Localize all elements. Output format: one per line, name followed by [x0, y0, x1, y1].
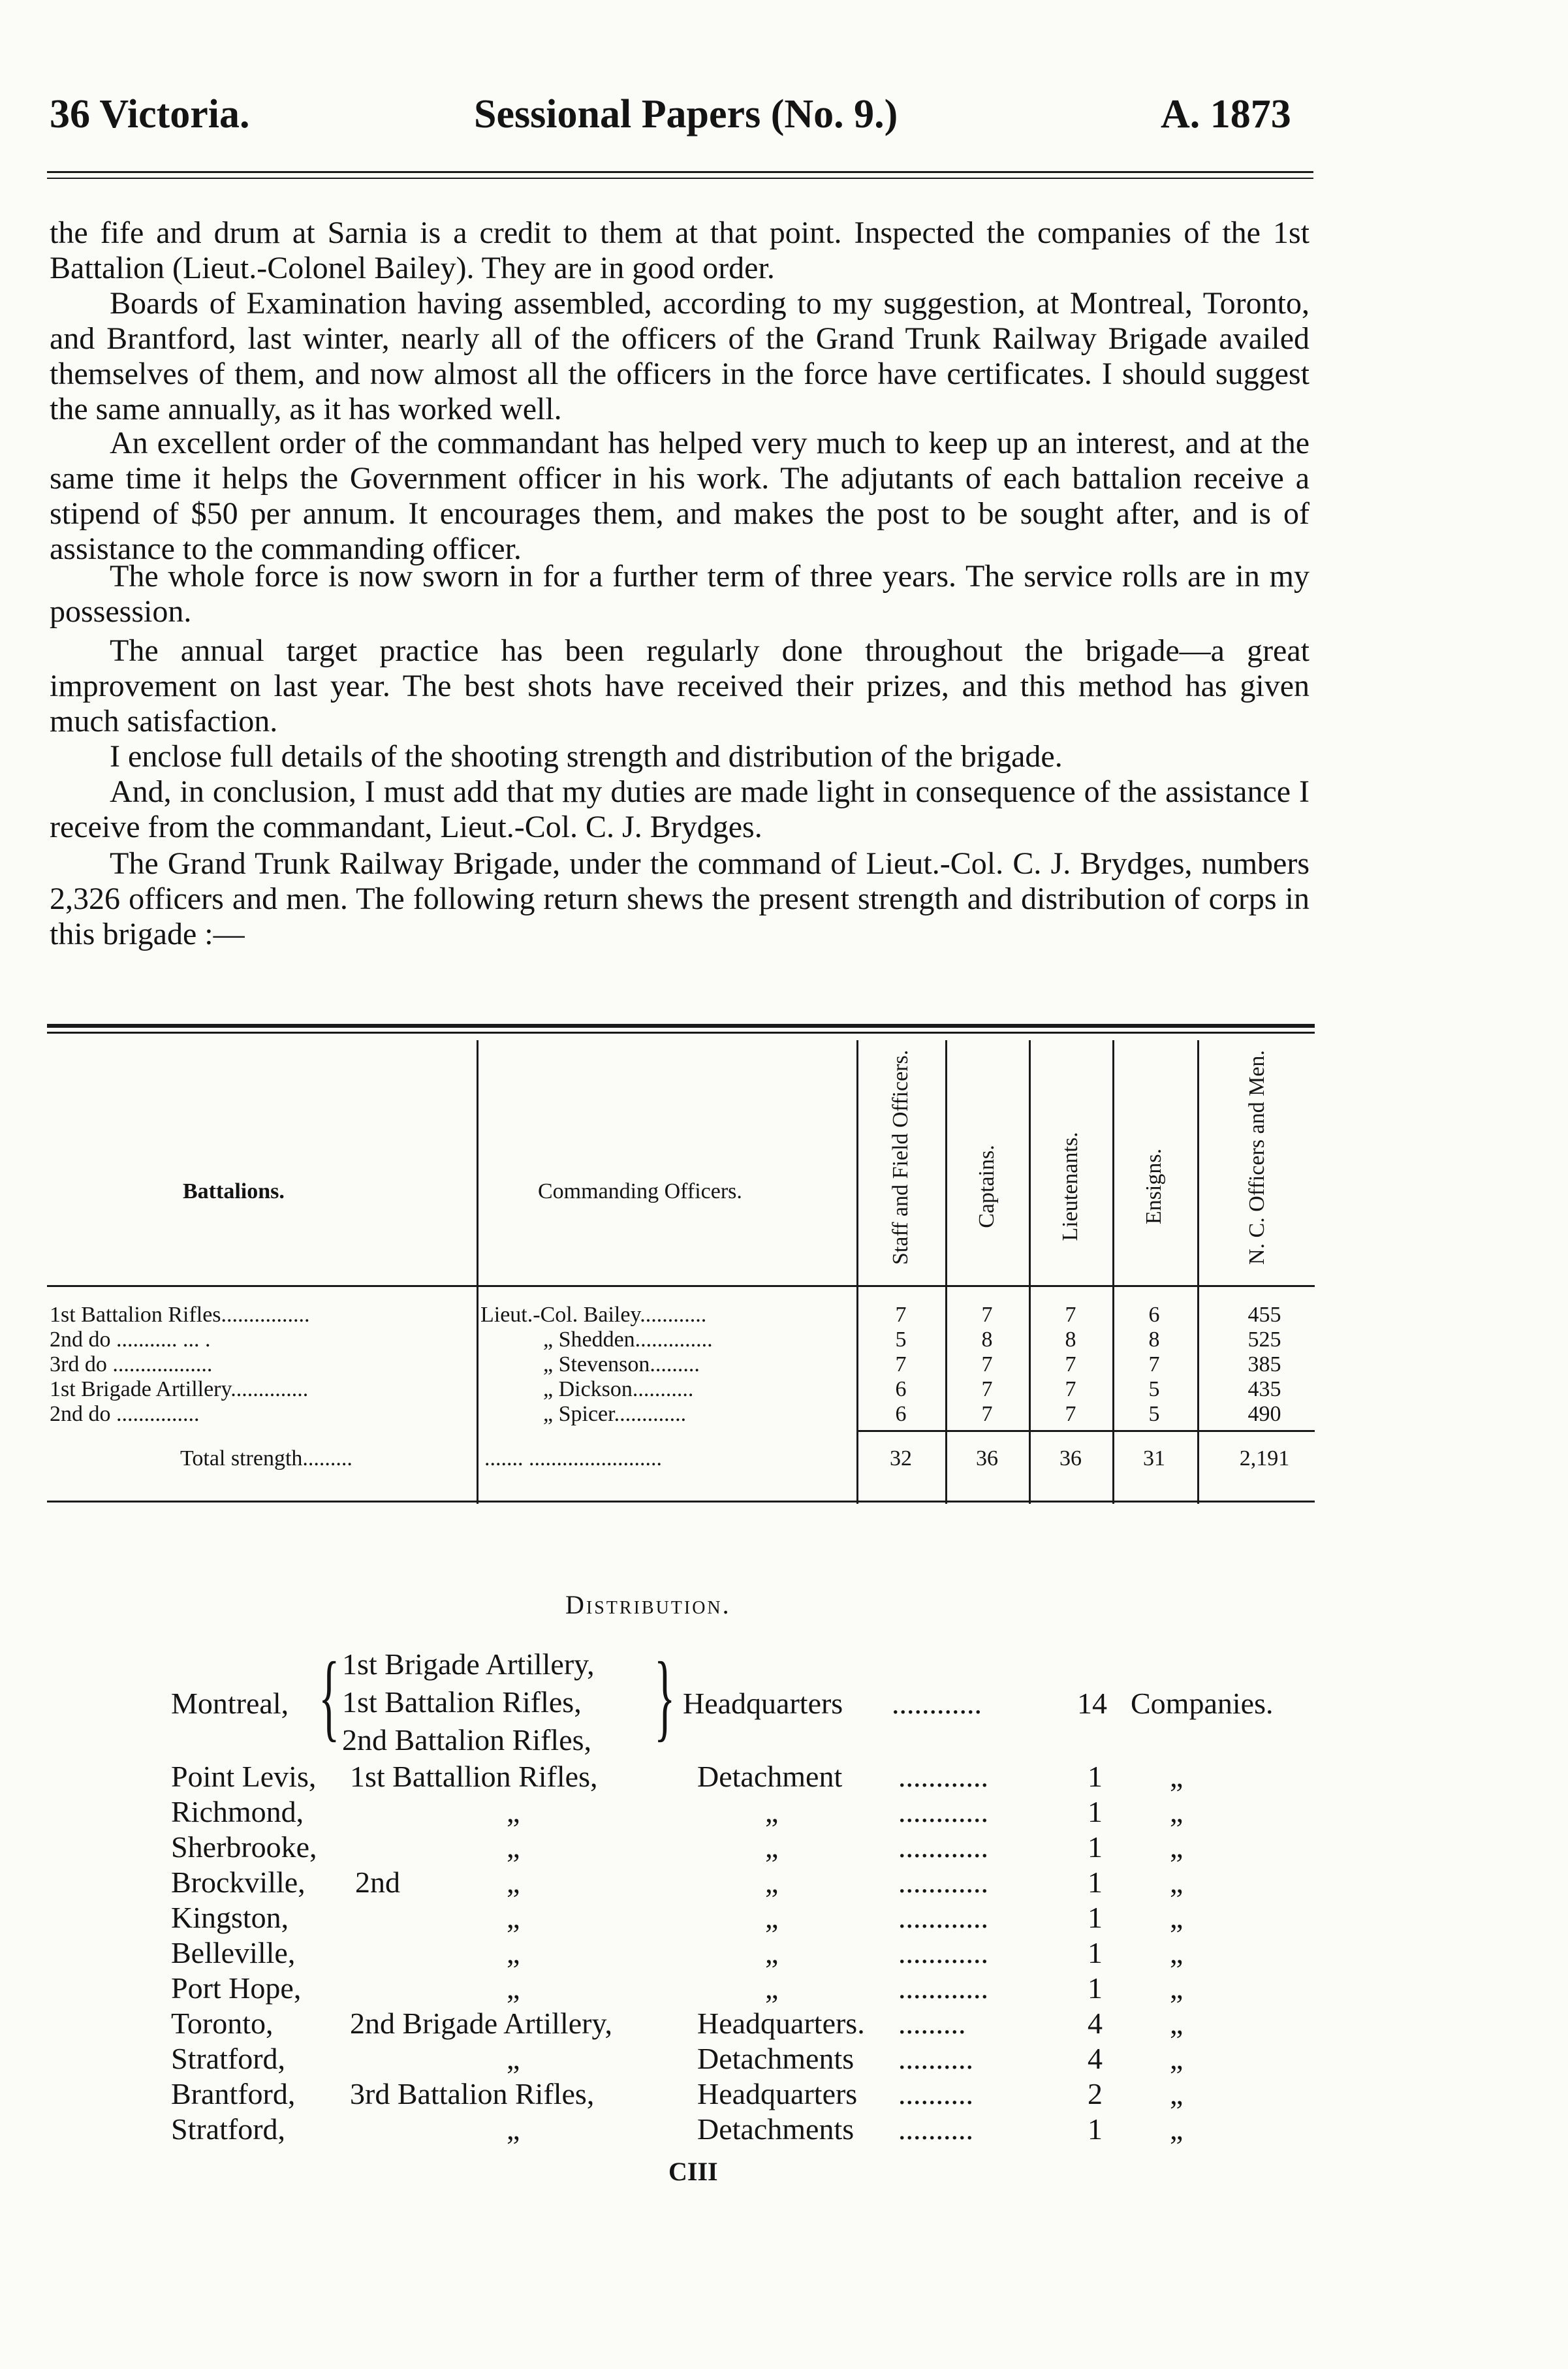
- table-header-rule: [47, 1285, 1315, 1287]
- captains-cell: 7: [981, 1303, 993, 1327]
- staff-cell: 6: [895, 1402, 907, 1426]
- total-captains: 36: [976, 1446, 998, 1471]
- total-nco: 2,191: [1239, 1446, 1290, 1471]
- dist-count: 2: [1088, 2077, 1103, 2110]
- officer-cell: „ Spicer.............: [543, 1402, 687, 1426]
- dist-type: „: [765, 1971, 779, 2005]
- dist-unit: „: [1170, 2112, 1184, 2146]
- col-battalions: Battalions.: [183, 1179, 285, 1203]
- lieutenants-cell: 7: [1065, 1402, 1076, 1426]
- dist-corps: „: [507, 1936, 520, 1969]
- nco-cell: 385: [1247, 1352, 1281, 1376]
- ensigns-cell: 5: [1148, 1377, 1160, 1401]
- dist-unit: „: [1170, 1760, 1184, 1793]
- dist-type: „: [765, 1936, 779, 1969]
- total-ensigns: 31: [1143, 1446, 1165, 1471]
- dist-place: Richmond,: [171, 1795, 304, 1828]
- paragraph: An excellent order of the commandant has helped very much to keep up an interest, and at the same time it helps the Government officer in his work. The adjutants of each battalion receive a stipend of $50 per annum. It encourages them, and makes the post to be sought after, and is of assistance to the commanding officer.: [50, 426, 1309, 566]
- dist-unit: „: [1170, 1936, 1184, 1969]
- montreal-type: Headquarters: [683, 1687, 843, 1720]
- staff-cell: 7: [895, 1352, 907, 1376]
- captains-cell: 7: [981, 1402, 993, 1426]
- lieutenants-cell: 7: [1065, 1303, 1076, 1327]
- strength-table: [47, 1024, 1315, 1507]
- dist-count: 4: [1088, 2007, 1103, 2040]
- dist-place: Toronto,: [171, 2007, 274, 2040]
- header-rule-2: [47, 178, 1313, 179]
- ensigns-cell: 5: [1148, 1402, 1160, 1426]
- dist-corps: „: [507, 1901, 520, 1934]
- dist-place: Port Hope,: [171, 1971, 302, 2005]
- total-staff: 32: [890, 1446, 912, 1471]
- dist-dots: ............: [898, 1866, 988, 1899]
- montreal-right-brace: }: [654, 1642, 676, 1751]
- paragraph: And, in conclusion, I must add that my duties are made light in consequence of the assistance I receive from the commandant, Lieut.-Col. C. J. Brydges.: [50, 774, 1309, 844]
- table-top-rule: [47, 1024, 1315, 1028]
- montreal-corps-1: 1st Brigade Artillery,: [342, 1647, 595, 1681]
- dist-count: 1: [1088, 1760, 1103, 1793]
- dist-count: 1: [1088, 1795, 1103, 1828]
- dist-unit: „: [1170, 1795, 1184, 1828]
- paragraph: the fife and drum at Sarnia is a credit to them at that point. Inspected the companies of the 1st Battalion (Lieut.-Colonel Bailey). They are in good order.: [50, 215, 1309, 285]
- montreal-corps-2: 1st Battalion Rifles,: [342, 1685, 582, 1719]
- dist-dots: ............: [898, 1971, 988, 2005]
- battalion-cell: 2nd do ...............: [50, 1402, 200, 1426]
- dist-unit: „: [1170, 1971, 1184, 2005]
- captains-cell: 7: [981, 1377, 993, 1401]
- dist-unit: „: [1170, 2007, 1184, 2040]
- montreal-left-brace: {: [319, 1642, 340, 1751]
- nco-cell: 525: [1247, 1328, 1281, 1352]
- dist-type: Detachment: [697, 1760, 843, 1793]
- dist-type: Headquarters.: [697, 2007, 865, 2040]
- paragraph: The annual target practice has been regularly done throughout the brigade—a great improvement on last year. The best shots have received their prizes, and this method has given much satisfaction.: [50, 633, 1309, 739]
- dist-corps: „: [507, 1830, 520, 1864]
- dist-corps: „: [507, 1795, 520, 1828]
- dist-unit: „: [1170, 1866, 1184, 1899]
- montreal-place: Montreal,: [171, 1687, 289, 1720]
- header-rule: [47, 171, 1313, 173]
- officer-cell: Lieut.-Col. Bailey............: [480, 1303, 707, 1327]
- battalion-cell: 2nd do ........... ... .: [50, 1328, 211, 1352]
- staff-cell: 6: [895, 1377, 907, 1401]
- dist-dots: .........: [898, 2007, 966, 2040]
- dist-dots: ............: [898, 1830, 988, 1864]
- ensigns-cell: 8: [1148, 1328, 1160, 1352]
- paragraph: The Grand Trunk Railway Brigade, under the command of Lieut.-Col. C. J. Brydges, numbers 2,326 officers and men. The following return shews the present strength and distribution of corps in this brigade :—: [50, 846, 1309, 951]
- dist-count: 1: [1088, 1971, 1103, 2005]
- paragraph: I enclose full details of the shooting strength and distribution of the brigade.: [110, 739, 1063, 774]
- dist-corps: „: [507, 2042, 520, 2075]
- dist-unit: „: [1170, 1830, 1184, 1864]
- montreal-unit: Companies.: [1131, 1687, 1274, 1720]
- captains-cell: 8: [981, 1328, 993, 1352]
- dist-place: Belleville,: [171, 1936, 296, 1969]
- nco-cell: 455: [1247, 1303, 1281, 1327]
- nco-cell: 435: [1247, 1377, 1281, 1401]
- dist-corps: 3rd Battalion Rifles,: [350, 2077, 595, 2110]
- dist-place: Brantford,: [171, 2077, 296, 2110]
- page-number: CIII: [668, 2157, 718, 2186]
- header-right: A. 1873: [1161, 92, 1291, 136]
- dist-corps: „: [507, 1866, 520, 1899]
- dist-corps: 1st Battallion Rifles,: [350, 1760, 598, 1793]
- ensigns-cell: 7: [1148, 1352, 1160, 1376]
- lieutenants-cell: 7: [1065, 1377, 1076, 1401]
- table-bottom-rule: [47, 1501, 1315, 1502]
- dist-count: 1: [1088, 1866, 1103, 1899]
- lieutenants-cell: 8: [1065, 1328, 1076, 1352]
- dist-type: Detachments: [697, 2042, 855, 2075]
- dist-count: 1: [1088, 1936, 1103, 1969]
- total-label: Total strength.........: [180, 1446, 353, 1471]
- dist-unit: „: [1170, 2077, 1184, 2110]
- total-rule: [856, 1430, 1315, 1432]
- table-top-rule-2: [47, 1032, 1315, 1034]
- dist-count: 1: [1088, 1830, 1103, 1864]
- dist-dots: ............: [898, 1936, 988, 1969]
- dist-place: Point Levis,: [171, 1760, 317, 1793]
- total-lieutenants: 36: [1059, 1446, 1082, 1471]
- dist-dots: ..........: [898, 2112, 973, 2146]
- header-left: 36 Victoria.: [50, 92, 250, 136]
- montreal-dots: ............: [892, 1687, 982, 1720]
- dist-type: „: [765, 1901, 779, 1934]
- battalion-cell: 3rd do ..................: [50, 1352, 213, 1376]
- paragraph: The whole force is now sworn in for a further term of three years. The service rolls are in my possession.: [50, 559, 1309, 629]
- dist-place: Stratford,: [171, 2042, 286, 2075]
- dist-count: 4: [1088, 2042, 1103, 2075]
- dist-dots: ..........: [898, 2077, 973, 2110]
- dist-count: 1: [1088, 2112, 1103, 2146]
- dist-place: Brockville,: [171, 1866, 306, 1899]
- dist-type: „: [765, 1795, 779, 1828]
- battalion-cell: 1st Battalion Rifles................: [50, 1303, 310, 1327]
- col-ensigns: Ensigns.: [1142, 1148, 1166, 1225]
- captains-cell: 7: [981, 1352, 993, 1376]
- dist-dots: ............: [898, 1760, 988, 1793]
- montreal-corps-3: 2nd Battalion Rifles,: [342, 1723, 592, 1757]
- paragraph: Boards of Examination having assembled, according to my suggestion, at Montreal, Toronto, and Brantford, last winter, nearly all of the officers of the Grand Trunk Railway Brigade availed themselves of them, and now almost all the officers in the force have certificates. I should suggest the same annually, as it has worked well.: [50, 286, 1309, 426]
- battalion-cell: 1st Brigade Artillery..............: [50, 1377, 309, 1401]
- dist-corps: „: [507, 1971, 520, 2005]
- dist-type: Detachments: [697, 2112, 855, 2146]
- nco-cell: 490: [1247, 1402, 1281, 1426]
- staff-cell: 7: [895, 1303, 907, 1327]
- dist-type: „: [765, 1830, 779, 1864]
- col-commanding: Commanding Officers.: [538, 1179, 742, 1203]
- staff-cell: 5: [895, 1328, 907, 1352]
- header-center: Sessional Papers (No. 9.): [474, 92, 898, 136]
- col-captains: Captains.: [975, 1145, 999, 1228]
- montreal-count: 14: [1077, 1687, 1107, 1720]
- officer-cell: „ Stevenson.........: [543, 1352, 700, 1376]
- dist-place: Stratford,: [171, 2112, 286, 2146]
- dist-unit: „: [1170, 1901, 1184, 1934]
- col-nco: N. C. Officers and Men.: [1245, 1050, 1269, 1265]
- distribution-title: Distribution.: [565, 1590, 731, 1619]
- dist-prefix: 2nd: [355, 1866, 400, 1899]
- dist-corps: „: [507, 2112, 520, 2146]
- dist-unit: „: [1170, 2042, 1184, 2075]
- lieutenants-cell: 7: [1065, 1352, 1076, 1376]
- dist-place: Kingston,: [171, 1901, 289, 1934]
- ensigns-cell: 6: [1148, 1303, 1160, 1327]
- officer-cell: „ Shedden..............: [543, 1328, 713, 1352]
- dist-count: 1: [1088, 1901, 1103, 1934]
- dist-place: Sherbrooke,: [171, 1830, 317, 1864]
- dist-dots: ............: [898, 1901, 988, 1934]
- dist-dots: ............: [898, 1795, 988, 1828]
- dist-type: Headquarters: [697, 2077, 858, 2110]
- total-dots: ....... ........................: [484, 1446, 662, 1471]
- officer-cell: „ Dickson...........: [543, 1377, 694, 1401]
- col-lieutenants: Lieutenants.: [1058, 1132, 1082, 1241]
- dist-corps: 2nd Brigade Artillery,: [350, 2007, 612, 2040]
- col-staff: Staff and Field Officers.: [888, 1049, 913, 1265]
- dist-type: „: [765, 1866, 779, 1899]
- dist-dots: ..........: [898, 2042, 973, 2075]
